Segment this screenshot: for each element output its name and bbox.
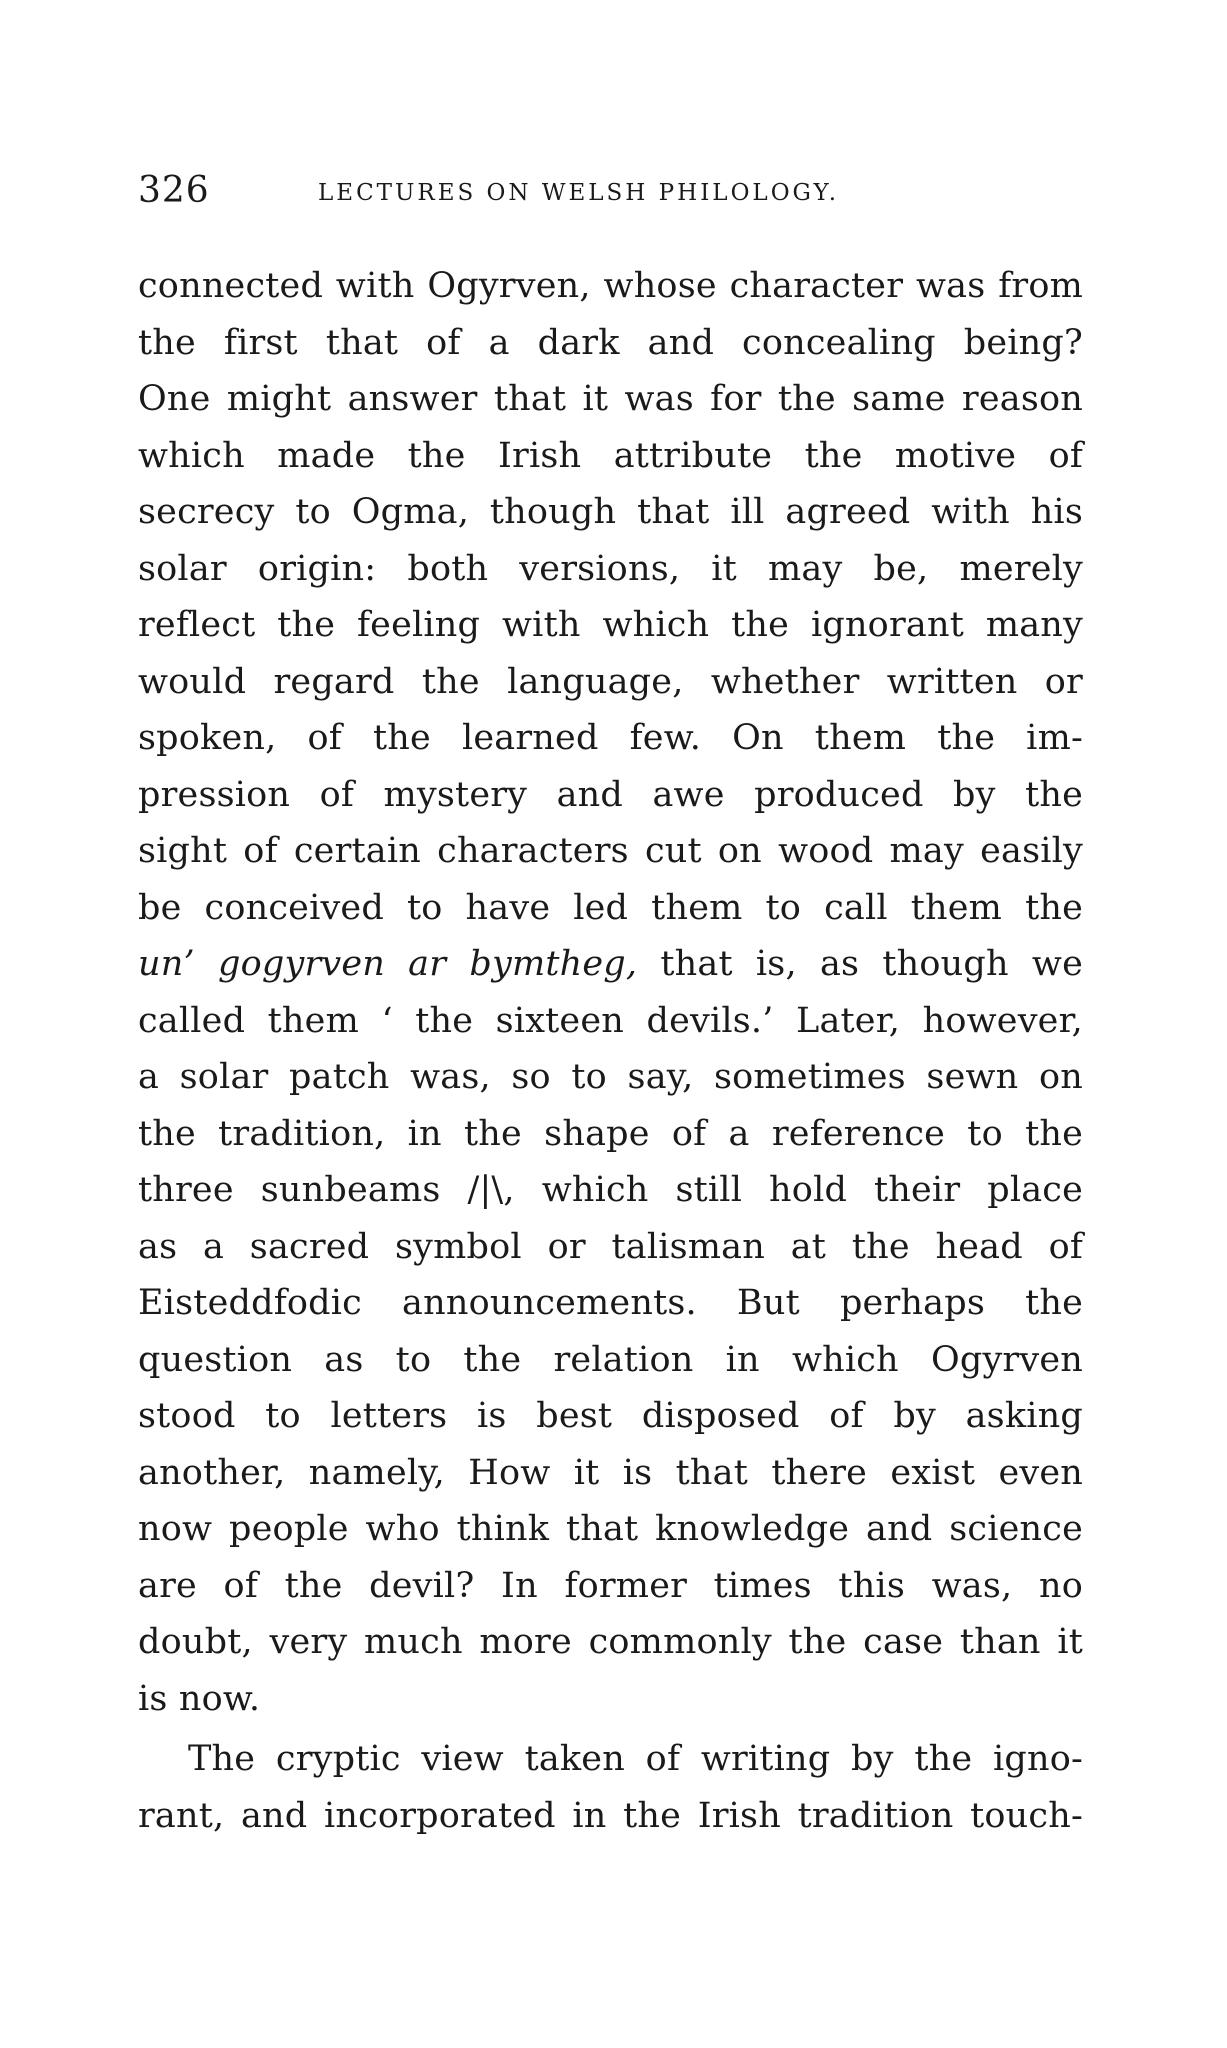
text-line: Eisteddfodic announcements. But perhaps the bbox=[138, 1283, 1083, 1323]
paragraph-2 bbox=[138, 1731, 1083, 1844]
text-line: three sunbeams /|\, which still hold their place bbox=[138, 1170, 1083, 1210]
text-line: be conceived to have led them to call them the bbox=[138, 887, 1083, 928]
text-line: another, namely, How it is that there exist even bbox=[138, 1452, 1083, 1493]
running-head bbox=[138, 160, 1088, 220]
text-line: are of the devil? In former times this was, no bbox=[138, 1565, 1083, 1606]
italic-welsh-phrase: un’ gogyrven ar bymtheg, bbox=[138, 944, 638, 984]
text-line-with-italic bbox=[138, 936, 1083, 993]
text-line: sight of certain characters cut on wood may easily bbox=[138, 831, 1083, 871]
text-line: a solar patch was, so to say, sometimes sewn on bbox=[138, 1057, 1083, 1097]
text-line: would regard the language, whether written or bbox=[138, 661, 1083, 702]
text-line: which made the Irish attribute the motive of bbox=[138, 435, 1083, 476]
text-line: question as to the relation in which Ogyrven bbox=[138, 1339, 1083, 1380]
text-line: rant, and incorporated in the Irish tradition touch- bbox=[138, 1795, 1083, 1836]
paragraph-1 bbox=[138, 258, 1083, 1727]
text-line: pression of mystery and awe produced by the bbox=[138, 774, 1083, 815]
text-line: doubt, very much more commonly the case than it bbox=[138, 1622, 1083, 1662]
text-line-rest: that is, as though we bbox=[637, 944, 1083, 984]
text-line: The cryptic view taken of writing by the igno- bbox=[188, 1739, 1083, 1779]
text-line: secrecy to Ogma, though that ill agreed with his bbox=[138, 492, 1083, 532]
text-line: reflect the feeling with which the ignorant many bbox=[138, 605, 1083, 645]
text-line: spoken, of the learned few. On them the im- bbox=[138, 718, 1083, 758]
text-line: called them ‘ the sixteen devils.’ Later, however, bbox=[138, 1000, 1083, 1041]
text-line: stood to letters is best disposed of by asking bbox=[138, 1396, 1083, 1436]
text-line: as a sacred symbol or talisman at the head of bbox=[138, 1226, 1083, 1267]
text-line: One might answer that it was for the same reason bbox=[138, 379, 1083, 419]
text-line: is now. bbox=[138, 1678, 261, 1719]
text-line: the tradition, in the shape of a reference to the bbox=[138, 1113, 1083, 1154]
page-number: 326 bbox=[138, 170, 210, 211]
text-line: connected with Ogyrven, whose character was from bbox=[138, 266, 1083, 306]
text-line: now people who think that knowledge and science bbox=[138, 1509, 1083, 1549]
running-title: LECTURES ON WELSH PHILOLOGY. bbox=[318, 180, 840, 206]
body-text bbox=[138, 258, 1083, 1844]
text-line: the first that of a dark and concealing being? bbox=[138, 322, 1083, 363]
text-line: solar origin: both versions, it may be, merely bbox=[138, 548, 1083, 589]
